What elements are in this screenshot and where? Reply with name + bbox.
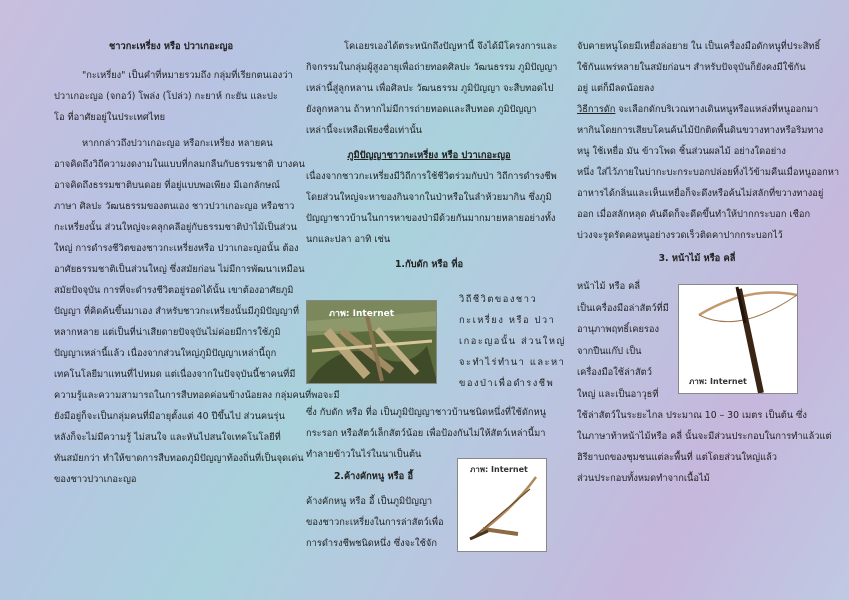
item3-full-text <box>577 405 832 489</box>
text-line: นกและปลา อาทิ เช่น <box>306 234 391 245</box>
crossbow-photo <box>678 284 798 394</box>
text-line: เป็นเครื่องมือล่าสัตว์ที่มี <box>577 302 669 314</box>
text-line: เหล่านี้สู่ลูกหลาน เพื่อศิลปะ วัฒนธรรม ภูมิปัญญา จะสืบทอดไป <box>306 83 554 94</box>
text-line: ซึ่ง กับดัก หรือ ที่อ เป็นภูมิปัญญาชาวบ้านชนิดหนึ่งที่ใช้ดักหนู <box>306 407 547 418</box>
text-line: ปัญญา ที่คิดค้นขึ้นมาเอง สำหรับชาวกะเหรี่ยงนั้นมีภูมิปัญญาที่ <box>54 306 299 317</box>
text-line: ความรู้และความสามารถในการสืบทอดค่อนข้างน้อยลง กลุ่มคนที่พอจะมี <box>54 390 340 401</box>
text-line: อาจคิดถึงธรรมชาติบนดอย ที่อยู่แบบพอเพียง มีเอกลักษณ์ <box>54 180 280 191</box>
continued-paragraph <box>577 36 821 99</box>
text-line: ทำลายข้าวในไร่ในนาเป็นต้น <box>306 449 422 460</box>
section-title: ชาวกะเหรี่ยง หรือ ปวาเกอะญอ <box>108 41 234 52</box>
item-title: 3. หน้าไม้ หรือ คลี่ <box>658 253 736 264</box>
text-line: หากกล่าวถึงปวาเกอะญอ หรือกะเหรี่ยง หลายคน <box>82 138 273 149</box>
text-line: หน้าไม้ หรือ คลี่ <box>577 281 641 292</box>
intro-paragraph <box>54 65 293 128</box>
text-line: ปวาเกอะญอ (จกอว์) โพล่ง (โปล่ว) กะยาห์ กะยัน และปะ <box>54 91 278 102</box>
text-line: ของชาวกะเหรี่ยงในการล่าสัตว์เพื่อ <box>306 517 444 528</box>
text-line: สมัยปัจจุบัน การที่จะดำรงชีวิตอยู่รอดได้นั้น เขาต้องอาศัยภูมิ <box>54 285 294 296</box>
item3-wrapped-text <box>577 276 672 405</box>
text-line: วิถีชีวิตของชาว <box>459 294 538 305</box>
subsection-title: ภูมิปัญญาชาวกะเหรี่ยง หรือ ปวาเกอะญอ <box>347 150 511 161</box>
text-line: เกอะญอนั้น ส่วนใหญ่ <box>459 336 566 347</box>
intro-paragraph <box>306 36 558 141</box>
body-paragraph <box>306 166 557 250</box>
method-label: วิธีการดัก <box>577 104 616 115</box>
text-line: การดำรงชีพชนิดหนึ่ง ซึ่งจะใช้จัก <box>306 538 437 549</box>
text-line: กะเหรี่ยงนั้น ส่วนใหญ่จะคลุกคลีอยู่กับธรรมชาติป่าไม้เป็นส่วน <box>54 222 297 233</box>
text-line: อาหารได้กลิ่นและเห็นเหยื่อก็จะดึงหรือค้นไม่สลักที่ขวางทางอยู่ <box>577 188 824 199</box>
text-line: กะเหรี่ยง หรือ ปวา <box>459 315 556 326</box>
text-line: ฮิรียาบถของชุมชนแต่ละพื้นที่ แต่โดยส่วนใหญ่แล้ว <box>577 452 777 463</box>
text-line: หนึ่ง ใส่ไว้ภายในบ่ากะบะกระบอกปล่อยทิ้งไว้ข้ามคืนเมื่อหนูออกหา <box>577 167 840 178</box>
text-line: โอ ที่อาศัยอยู่ในประเทศไทย <box>54 112 166 123</box>
text-line: ปัญญาชาวบ้านในการหาของป่ามีด้วยกันมากมายหลายอย่างทั้ง <box>306 213 556 224</box>
text-line: ของชาวปวาเกอะญอ <box>54 474 137 485</box>
method-intro: จะเลือกดักบริเวณทางเดินหนูหรือแหล่งที่หนูออกมา <box>615 104 819 115</box>
text-line: จากปืนแก๊ป เป็น <box>577 345 642 357</box>
photo-caption: ภาพ: Internet <box>689 377 747 386</box>
rat-trap-photo <box>457 458 547 552</box>
text-line: ใช้ล่าสัตว์ในระยะไกล ประมาณ 10 – 30 เมตร เป็นต้น ซึ่ง <box>577 410 807 421</box>
text-line: เครื่องมือใช้ล่าสัตว์ <box>577 367 652 378</box>
text-line <box>577 99 817 120</box>
text-line: เนื่องจากชาวกะเหรี่ยงมีวิถีการใช้ชีวิตร่วมกับป่า วิถีการดำรงชีพ <box>306 171 557 182</box>
text-line: ใหญ่ และเป็นอาวุธที่ <box>577 388 659 400</box>
item1-full-text <box>306 402 556 465</box>
text-line: หนู ใช้เหยื่อ มัน ข้าวโพด ชิ้นส่วนผลไม้ อย่างใดอย่าง <box>577 146 786 157</box>
text-line: ใหญ่ การดำรงชีวิตของชาวกะเหรี่ยงหรือ ปวาเกอะญอนั้น ต้อง <box>54 243 299 254</box>
text-line: อยู่ แต่ก็มีลดน้อยลง <box>577 83 655 94</box>
text-line: ยังมีอยู่ก็จะเป็นกลุ่มคนที่มีอายุตั้งแต่ 40 ปีขึ้นไป ส่วนคนรุ่น <box>54 411 285 422</box>
text-line: ทันสมัยกว่า ทำให้ขาดการสืบทอดภูมิปัญญาท้องถิ่นที่เป็นจุดเด่น <box>54 453 304 464</box>
text-line: ของป่าเพื่อดำรงชีพ <box>459 378 555 389</box>
text-line: เหล่านี้จะเหลือเพียงชื่อเท่านั้น <box>306 125 423 136</box>
text-line: ในภาษาท้าหน้าไม้หรือ คลี่ นั้นจะมีส่วนประกอบในการทำแล้วแต่ <box>577 431 832 442</box>
text-line: ส่วนประกอบทั้งหมดทำจากเนื้อไม้ <box>577 473 710 484</box>
text-line: "กะเหรี่ยง" เป็นคำที่หมายรวมถึง กลุ่มที่เรียกตนเองว่า <box>82 70 293 81</box>
item2-text <box>306 491 456 554</box>
method-paragraph <box>577 99 840 246</box>
text-line: จับคายหนูโดยมีเหยื่อล่อยาย ใน เป็นเครื่องมือดักหนูที่ประสิทธิ์ <box>577 41 821 52</box>
body-paragraph <box>54 133 340 490</box>
text-line: ยังลูกหลาน ถ้าหากไม่มีการถ่ายทอดและสืบทอด ภูมิปัญญา <box>306 104 537 115</box>
photo-caption: ภาพ: Internet <box>470 465 528 474</box>
text-line: อาจคิดถึงวิถีความงดงามในแบบที่กลมกลืนกับธรรมชาติ บางคน <box>54 159 305 170</box>
column-left <box>54 0 340 600</box>
photo-caption: ภาพ: Internet <box>329 309 395 319</box>
text-line: ค้างคักหนู หรือ อี้ เป็นภูมิปัญญา <box>306 496 433 507</box>
item-title: 1.กับดัก หรือ ที่อ <box>394 259 464 270</box>
text-line: อานุภาพฤทธิ์เคยรอง <box>577 324 660 335</box>
text-line: โคเอยรเองได้ตระหนักถึงปัญหานี้ จึงได้มีโครงการและ <box>344 41 558 52</box>
text-line: กระรอก หรือสัตว์เล็กสัตว์น้อย เพื่อป้องกันไม่ให้สัตว์เหล่านี้มา <box>306 428 546 439</box>
text-line: ภาษา ศิลปะ วัฒนธรรมของตนเอง ชาวปวาเกอะญอ หรือชาว <box>54 201 295 212</box>
item1-wrapped-text <box>459 289 566 394</box>
text-line: หลากหลาย แต่เป็นที่น่าเสียดายปัจจุบันไม่ค่อยมีการใช้ภูมิ <box>54 327 281 338</box>
text-line: เทคโนโลยีมาแทนที่ไปหมด แต่เนื่องจากในปัจจุบันนี้ชาคนที่มี <box>54 369 296 380</box>
text-line: ปัญญาเหล่านี้แล้ว เนื่องจากส่วนใหญ่ภูมิปัญญาเหล่านี้ถูก <box>54 348 277 359</box>
text-line: ออก เมื่อสลักหลุด คันดีดก็จะดีดขึ้นทำให้ปากกระบอก เชือก <box>577 209 811 220</box>
text-line: บ่วงจะรูดรัดคอหนูอย่างรวดเร็วติดคาปากกระบอกไว้ <box>577 230 783 241</box>
text-line: โดยส่วนใหญ่จะหาของกินจากในป่าหรือในลำห้วยมากิน ซึ่งภูมิ <box>306 192 552 203</box>
item-title: 2.ค้างคักหนู หรือ อี้ <box>333 471 414 482</box>
text-line: กิจกรรมในกลุ่มผู้สูงอายุเพื่อถ่ายทอดศิลปะ วัฒนธรรม ภูมิปัญญา <box>306 62 558 73</box>
trap-photo <box>306 300 437 384</box>
text-line: หลังก็จะไม่มีความรู้ ไม่สนใจ และหันไปสนใจเทคโนโลยีที่ <box>54 432 281 443</box>
text-line: หากินโดยการเสียบโคนค้นไม้ปักติดพื้นดินขวางทางหรือริมทาง <box>577 125 824 136</box>
text-line: จะทำไร่ทำนา และหา <box>459 357 566 368</box>
text-line: อาศัยธรรมชาติเป็นส่วนใหญ่ ซึ่งสมัยก่อน ไม่มีการพัฒนาเหมือน <box>54 264 305 275</box>
text-line: ใช้กันแพร่หลายในสมัยก่อนฯ สำหรับปัจจุบันก็ยังคงมีใช้กัน <box>577 62 806 73</box>
